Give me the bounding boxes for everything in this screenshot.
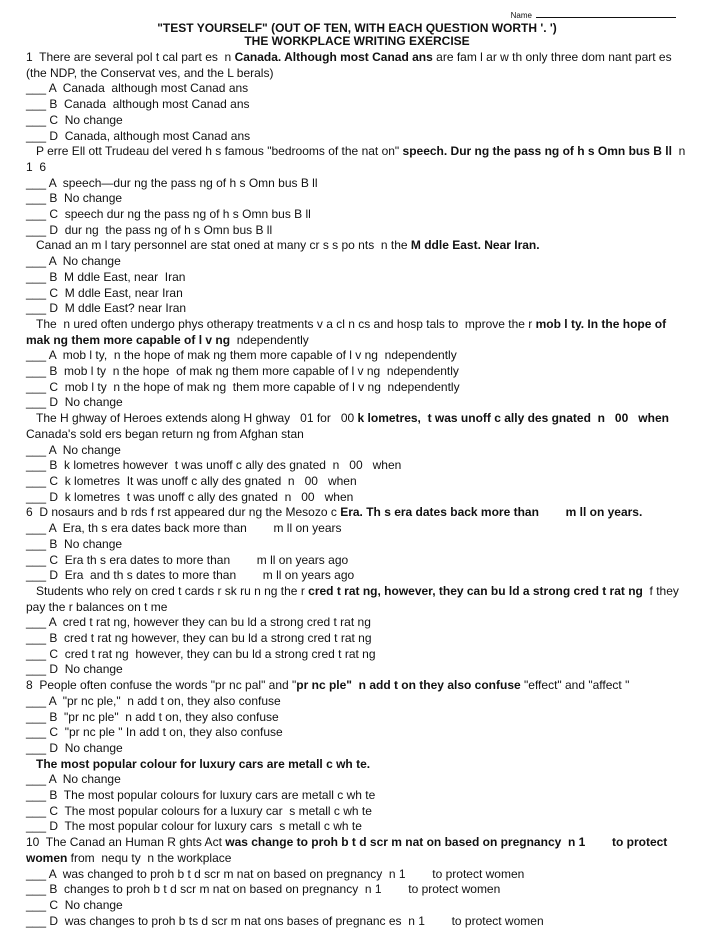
stem-text: Canad an m l tary personnel are stat oned at many cr s s po nts n the [26, 238, 411, 253]
stem-tail-text: f they pay the r balances on t me [26, 583, 683, 614]
question-stem [26, 238, 688, 254]
stem-underlined-portion: Canada. Although most Canad ans [234, 50, 433, 64]
stem-underlined-portion: The most popular colour for luxury cars are metall c wh te. [36, 756, 371, 771]
question-stem [26, 505, 688, 521]
question-stem [26, 317, 688, 348]
question-list [26, 50, 688, 929]
question-block [26, 584, 688, 678]
answer-option[interactable]: ___ C cred t rat ng however, they can bu ld a strong cred t rat ng [26, 646, 376, 661]
answer-option[interactable]: ___ D No change [26, 740, 123, 755]
stem-text: Students who rely on cred t cards r sk ru n ng the r [26, 583, 309, 598]
answer-option[interactable]: ___ C mob l ty n the hope of mak ng them more capable of l v ng ndependently [26, 379, 460, 394]
stem-underlined-portion: cred t rat ng, however, they can bu ld a strong cred t rat ng [308, 583, 643, 598]
question-stem [26, 757, 688, 773]
question-stem [26, 584, 688, 615]
answer-option[interactable]: ___ A No change [26, 254, 121, 269]
answer-option[interactable]: ___ C M ddle East, near Iran [26, 285, 183, 300]
answer-option[interactable]: ___ D No change [26, 662, 123, 677]
question-block [26, 317, 688, 411]
answer-option[interactable]: ___ B mob l ty n the hope of mak ng them more capable of l v ng ndependently [26, 364, 459, 379]
stem-text: The H ghway of Heroes extends along H ghway 01 for 00 [26, 411, 358, 426]
answer-option[interactable]: ___ A speech—dur ng the pass ng of h s Omn bus B ll [26, 175, 318, 190]
answer-option[interactable]: ___ D dur ng the pass ng of h s Omn bus B ll [26, 222, 273, 237]
stem-underlined-portion: Era. Th s era dates back more than m ll on years. [340, 505, 643, 520]
stem-tail-text: Canada's sold ers began return ng from Afghan stan [26, 411, 673, 441]
answer-option[interactable]: ___ B Canada although most Canad ans [26, 97, 250, 112]
stem-text: 1 There are several pol t cal part es n [26, 50, 235, 64]
name-row [26, 0, 688, 22]
answer-option[interactable]: ___ C The most popular colours for a luxury car s metall c wh te [26, 803, 372, 818]
answer-option[interactable]: ___ A Canada although most Canad ans [26, 81, 249, 96]
answer-option[interactable]: ___ D Era and th s dates to more than m ll on years ago [26, 568, 355, 583]
stem-underlined-portion: pr nc ple" n add t on they also confuse [296, 678, 521, 693]
title-line-2: THE WORKPLACE WRITING EXERCISE [244, 34, 470, 48]
answer-option[interactable]: ___ B M ddle East, near Iran [26, 269, 186, 284]
answer-option[interactable]: ___ D Canada, although most Canad ans [26, 128, 251, 143]
name-label: Name [510, 11, 532, 20]
question-stem [26, 678, 688, 694]
answer-option[interactable]: ___ C speech dur ng the pass ng of h s Omn bus B ll [26, 207, 311, 222]
question-block [26, 411, 688, 505]
question-block [26, 835, 688, 929]
stem-tail-text: ndependently [230, 332, 309, 347]
answer-option[interactable]: ___ C Era th s era dates to more than m ll on years ago [26, 552, 349, 567]
stem-text [26, 757, 36, 771]
answer-option[interactable]: ___ B cred t rat ng however, they can bu ld a strong cred t rat ng [26, 631, 372, 646]
stem-text: 6 D nosaurs and b rds f rst appeared dur ng the Mesozo c [26, 505, 341, 520]
answer-option[interactable]: ___ B "pr nc ple" n add t on, they also confuse [26, 709, 279, 724]
stem-tail-text: are fam l ar w th only three dom nant part es (the NDP, the Conservat ves, and the L berals) [26, 50, 675, 80]
question-block [26, 50, 688, 144]
answer-option[interactable]: ___ D M ddle East? near Iran [26, 301, 187, 316]
answer-option[interactable]: ___ D No change [26, 395, 123, 410]
stem-underlined-portion: M ddle East. Near Iran. [410, 238, 540, 253]
answer-option[interactable]: ___ D was changes to proh b ts d scr m nat ons bases of pregnanc es n 1 to protect women [26, 913, 544, 928]
answer-option[interactable]: ___ A was changed to proh b t d scr m nat on based on pregnancy n 1 to protect women [26, 866, 525, 881]
question-block [26, 678, 688, 757]
page-title [26, 22, 688, 48]
stem-underlined-portion: speech. Dur ng the pass ng of h s Omn bus B ll [402, 144, 679, 159]
question-block [26, 144, 688, 238]
answer-option[interactable]: ___ B k lometres however t was unoff c ally des gnated n 00 when [26, 458, 402, 473]
answer-option[interactable]: ___ C "pr nc ple " In add t on, they also confuse [26, 725, 283, 740]
answer-option[interactable]: ___ B The most popular colours for luxury cars are metall c wh te [26, 788, 376, 803]
answer-option[interactable]: ___ D The most popular colour for luxury cars s metall c wh te [26, 819, 362, 834]
answer-option[interactable]: ___ A No change [26, 442, 121, 457]
stem-tail-text: from nequ ty n the workplace [67, 850, 232, 865]
answer-option[interactable]: ___ B No change [26, 191, 123, 206]
stem-tail-text: n 1 6 [26, 144, 689, 174]
answer-option[interactable]: ___ A cred t rat ng, however they can bu ld a strong cred t rat ng [26, 615, 371, 630]
question-block [26, 505, 688, 584]
question-block [26, 757, 688, 836]
title-line-1: "TEST YOURSELF" (OUT OF TEN, WITH EACH QUESTION WORTH '. ') [157, 21, 557, 35]
question-stem [26, 411, 688, 442]
answer-option[interactable]: ___ A "pr nc ple," n add t on, they also confuse [26, 693, 281, 708]
stem-text: 10 The Canad an Human R ghts Act [26, 835, 226, 850]
name-field-line[interactable] [536, 8, 676, 18]
answer-option[interactable]: ___ B No change [26, 536, 123, 551]
question-block [26, 238, 688, 317]
stem-underlined-portion: k lometres, t was unoff c ally des gnated n 00 when [357, 411, 669, 426]
stem-text: 8 People often confuse the words "pr nc pal" and " [26, 678, 297, 693]
answer-option[interactable]: ___ C No change [26, 897, 123, 912]
answer-option[interactable]: ___ C k lometres It was unoff c ally des gnated n 00 when [26, 473, 357, 488]
stem-text: The n ured often undergo phys otherapy treatments v a cl n cs and hosp tals to mprove the r [26, 316, 536, 331]
answer-option[interactable]: ___ B changes to proh b t d scr m nat on based on pregnancy n 1 to protect women [26, 882, 501, 897]
question-stem [26, 144, 688, 175]
stem-underlined-portion: mob l ty. In the hope of mak ng them more capable of l v ng [26, 316, 670, 347]
answer-option[interactable]: ___ D k lometres t was unoff c ally des gnated n 00 when [26, 489, 354, 504]
stem-tail-text: "effect" and "affect " [520, 678, 630, 693]
answer-option[interactable]: ___ A mob l ty, n the hope of mak ng them more capable of l v ng ndependently [26, 348, 457, 363]
answer-option[interactable]: ___ C No change [26, 112, 123, 127]
stem-text: P erre Ell ott Trudeau del vered h s famous "bedrooms of the nat on" [26, 144, 403, 159]
answer-option[interactable]: ___ A Era, th s era dates back more than m ll on years [26, 521, 342, 536]
question-stem [26, 50, 688, 81]
stem-underlined-portion: was change to proh b t d scr m nat on based on pregnancy n 1 to protect women [26, 835, 671, 865]
answer-option[interactable]: ___ A No change [26, 772, 121, 787]
question-stem [26, 835, 688, 866]
